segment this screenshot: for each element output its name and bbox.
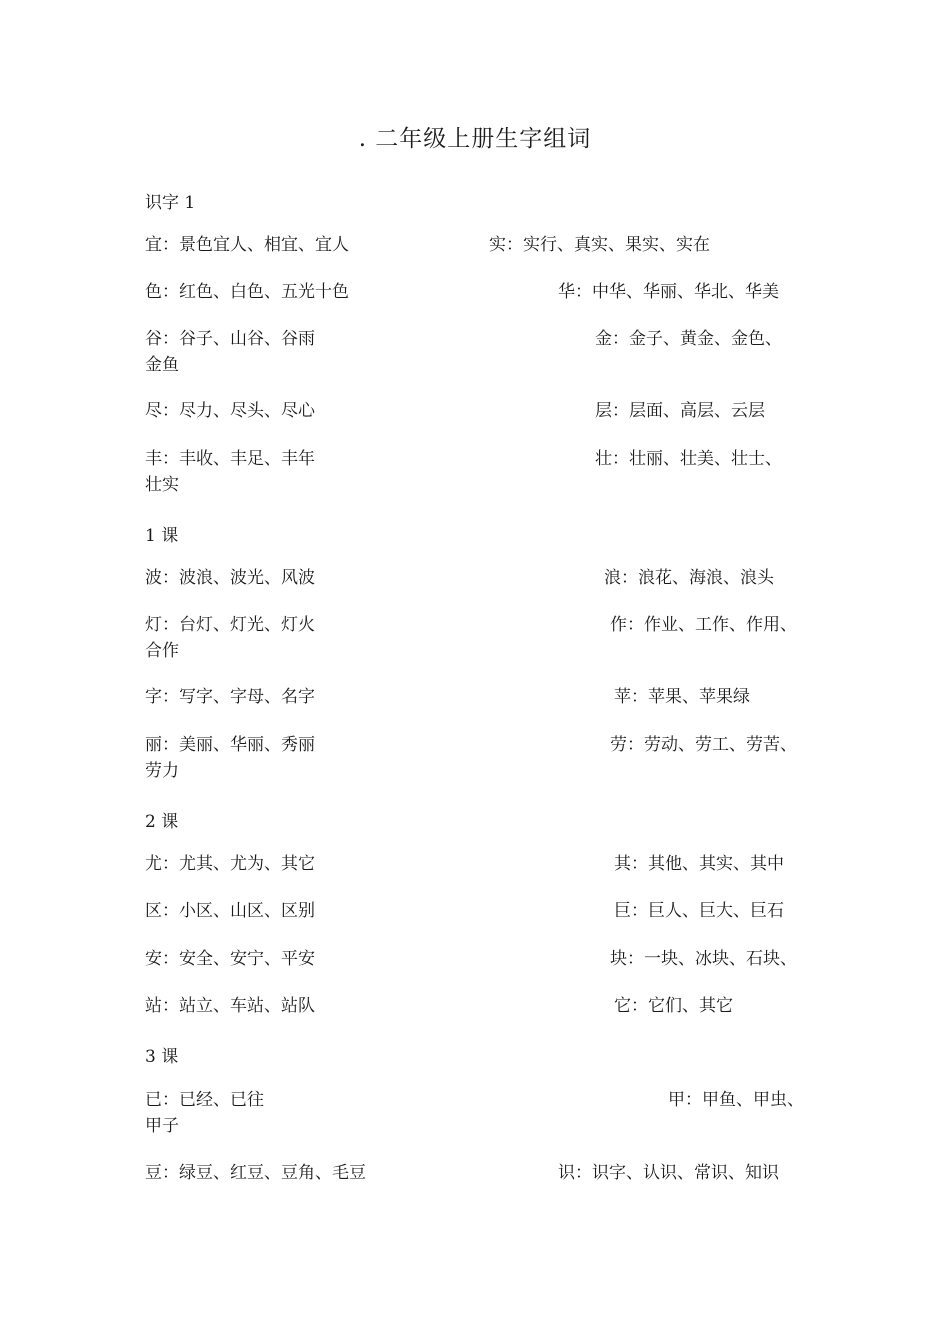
word-entry: 豆：绿豆、红豆、豆角、毛豆 bbox=[145, 1163, 366, 1183]
section-heading: 2 课 bbox=[145, 812, 179, 832]
word-entry: 字：写字、字母、名字 bbox=[145, 687, 315, 707]
word-entry-wrap: 劳力 bbox=[145, 761, 179, 781]
word-entry: 尽：尽力、尽头、尽心 bbox=[145, 401, 315, 421]
word-entry: 金：金子、黄金、金色、 bbox=[595, 329, 782, 349]
page-title: . 二年级上册生字组词 bbox=[358, 126, 592, 152]
word-entry: 块：一块、冰块、石块、 bbox=[610, 949, 797, 969]
word-entry: 识：识字、认识、常识、知识 bbox=[558, 1163, 779, 1183]
word-entry: 丰：丰收、丰足、丰年 bbox=[145, 449, 315, 469]
word-entry-wrap: 甲子 bbox=[145, 1116, 179, 1136]
word-entry: 它：它们、其它 bbox=[614, 996, 733, 1016]
word-entry: 巨：巨人、巨大、巨石 bbox=[614, 901, 784, 921]
word-entry: 华：中华、华丽、华北、华美 bbox=[558, 282, 779, 302]
word-entry: 丽：美丽、华丽、秀丽 bbox=[145, 735, 315, 755]
word-entry: 作：作业、工作、作用、 bbox=[610, 615, 797, 635]
word-entry: 尤：尤其、尤为、其它 bbox=[145, 854, 315, 874]
word-entry-wrap: 壮实 bbox=[145, 475, 179, 495]
word-entry: 甲：甲鱼、甲虫、 bbox=[668, 1090, 804, 1110]
word-entry: 浪：浪花、海浪、浪头 bbox=[604, 568, 774, 588]
word-entry: 谷：谷子、山谷、谷雨 bbox=[145, 329, 315, 349]
section-heading: 3 课 bbox=[145, 1047, 179, 1067]
word-entry: 安：安全、安宁、平安 bbox=[145, 949, 315, 969]
word-entry: 层：层面、高层、云层 bbox=[595, 401, 765, 421]
section-heading: 1 课 bbox=[145, 526, 179, 546]
section-heading: 识字 1 bbox=[145, 193, 196, 213]
word-entry-wrap: 合作 bbox=[145, 641, 179, 661]
word-entry: 实：实行、真实、果实、实在 bbox=[489, 235, 710, 255]
word-entry: 区：小区、山区、区别 bbox=[145, 901, 315, 921]
word-entry: 波：波浪、波光、风波 bbox=[145, 568, 315, 588]
word-entry: 色：红色、白色、五光十色 bbox=[145, 282, 349, 302]
word-entry: 壮：壮丽、壮美、壮士、 bbox=[595, 449, 782, 469]
word-entry: 已：已经、已往 bbox=[145, 1090, 264, 1110]
word-entry-wrap: 金鱼 bbox=[145, 355, 179, 375]
word-entry: 灯：台灯、灯光、灯火 bbox=[145, 615, 315, 635]
word-entry: 苹：苹果、苹果绿 bbox=[614, 687, 750, 707]
word-entry: 劳：劳动、劳工、劳苦、 bbox=[610, 735, 797, 755]
word-entry: 宜：景色宜人、相宜、宜人 bbox=[145, 235, 349, 255]
word-entry: 站：站立、车站、站队 bbox=[145, 996, 315, 1016]
word-entry: 其：其他、其实、其中 bbox=[614, 854, 784, 874]
